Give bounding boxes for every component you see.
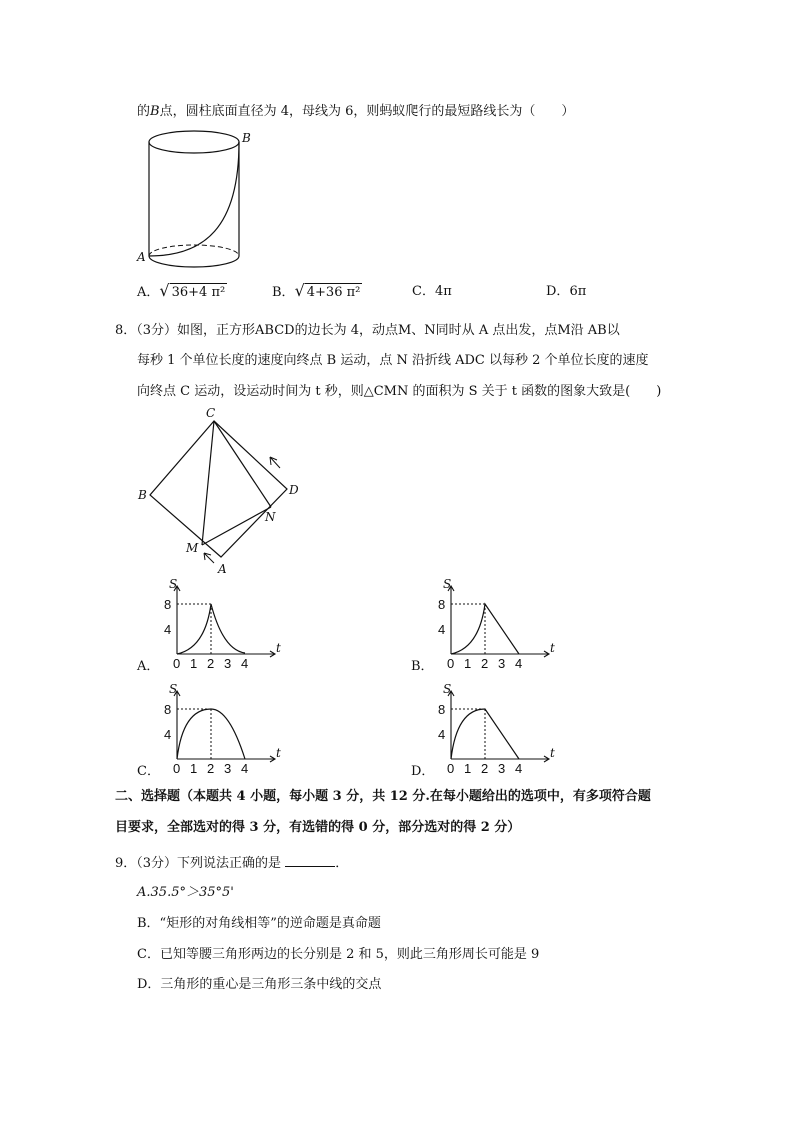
q7-option-d <box>546 283 586 301</box>
q8-graph-option-d-key: D． <box>411 764 435 779</box>
section-2-line-1: 二、选择题（本题共 4 小题，每小题 3 分，共 12 分.在每小题给出的选项中，有多项符合题 <box>115 789 651 804</box>
q7-option-c <box>412 283 452 301</box>
q7-option-a-radical: √ 36+4 π² <box>159 281 226 300</box>
x-tick-label: 0 <box>173 656 181 671</box>
y-tick-label: 8 <box>438 597 446 612</box>
x-tick-label: 1 <box>190 761 198 776</box>
q7-text-2: 点，圆柱底面直径为 4，母线为 6，则蚂蚁爬行的最短路线长为（ ） <box>159 104 575 119</box>
square-figure <box>134 405 309 580</box>
q8-graph-d-plot <box>411 682 555 777</box>
y-axis-label: S <box>443 682 452 696</box>
q7-option-a-tail: π² <box>211 285 226 300</box>
y-tick-label: 4 <box>438 622 446 637</box>
square-ABCD <box>150 421 287 557</box>
x-tick-label: 3 <box>498 761 506 776</box>
q7-option-a-key: A． <box>137 285 160 300</box>
arrow-A-to-B <box>204 553 214 563</box>
q7-text-1: 的 <box>137 104 151 119</box>
q7-option-b-tail: π² <box>346 285 361 300</box>
q9-option-b: B．“矩形的对角线相等”的逆命题是真命题 <box>137 916 381 931</box>
y-tick-label: 4 <box>164 727 172 742</box>
x-tick-label: 3 <box>498 656 506 671</box>
q9-stem-end: ． <box>335 856 349 871</box>
q9-stem-text: 9．（3分）下列说法正确的是 <box>115 856 282 871</box>
x-tick-label: 2 <box>481 656 489 671</box>
x-tick-label: 2 <box>207 761 215 776</box>
q8-graph-option-c-key: C． <box>137 764 160 779</box>
q8-graph-b-plot <box>411 577 555 672</box>
q7-option-b-radical: √ 4+36 π² <box>294 281 361 300</box>
segment-MN <box>202 507 271 545</box>
cylinder-label-A: A <box>137 250 146 264</box>
q8-line-1: 8．（3分）如图，正方形ABCD的边长为 4，动点M、N同时从 A 点出发，点M沿 AB以 <box>115 323 620 338</box>
x-axis-label: t <box>276 641 281 655</box>
q7-option-c-value: 4π <box>434 284 452 299</box>
q8-graph-c-plot <box>137 682 281 777</box>
q7-stem-line <box>137 103 574 121</box>
y-axis <box>174 586 180 654</box>
x-tick-label: 4 <box>515 656 523 671</box>
q8-line-2: 每秒 1 个单位长度的速度向终点 B 运动，点 N 沿折线 ADC 以每秒 2 个单位长度的速度 <box>137 353 649 368</box>
y-axis <box>448 586 454 654</box>
square-label-M: M <box>186 541 199 555</box>
q7-option-b-radicand: 4+36 <box>306 285 343 300</box>
y-tick-label: 8 <box>164 702 172 717</box>
cylinder-bottom-front <box>149 256 239 267</box>
x-tick-label: 0 <box>447 656 455 671</box>
x-tick-label: 1 <box>190 656 198 671</box>
cylinder-top-ellipse <box>149 131 239 153</box>
x-axis-label: t <box>276 746 281 760</box>
x-tick-label: 3 <box>224 761 232 776</box>
q8-graph-option-b-key: B． <box>411 659 434 674</box>
cylinder-label-B: B <box>242 131 251 145</box>
q7-option-c-key: C． <box>412 284 435 299</box>
q9-option-d: D．三角形的重心是三角形三条中线的交点 <box>137 977 382 992</box>
x-tick-label: 1 <box>464 761 472 776</box>
q8-line-3: 向终点 C 运动，设运动时间为 t 秒，则△CMN 的面积为 S 关于 t 函数的图象大致是( ) <box>137 384 662 399</box>
q9-answer-blank[interactable] <box>285 854 335 867</box>
segment-CM <box>202 421 214 545</box>
x-tick-label: 4 <box>241 761 249 776</box>
q7-option-b <box>272 282 362 302</box>
q7-option-d-key: D． <box>546 284 570 299</box>
q8-graph-option-a-key: A． <box>137 659 160 674</box>
x-tick-label: 2 <box>207 656 215 671</box>
square-label-A: A <box>218 562 227 576</box>
q7-option-d-value: 6π <box>569 284 587 299</box>
segment-CN <box>214 421 271 507</box>
ant-path-curve <box>149 142 239 256</box>
q8-graph-a-plot <box>137 577 281 672</box>
q7-text-B: B <box>150 104 160 119</box>
x-tick-label: 4 <box>515 761 523 776</box>
x-tick-label: 2 <box>481 761 489 776</box>
square-label-N: N <box>265 510 276 524</box>
x-tick-label: 1 <box>464 656 472 671</box>
x-tick-label: 0 <box>173 761 181 776</box>
x-tick-label: 4 <box>241 656 249 671</box>
x-axis-label: t <box>550 641 555 655</box>
q9-option-a: A.35.5°＞35°5' <box>137 885 234 900</box>
q9-option-c: C．已知等腰三角形两边的长分别是 2 和 5，则此三角形周长可能是 9 <box>137 947 540 962</box>
x-tick-label: 0 <box>447 761 455 776</box>
x-axis-label: t <box>550 746 555 760</box>
arrow-D-to-C <box>270 457 280 468</box>
square-label-D: D <box>289 483 299 497</box>
y-axis-label: S <box>169 577 178 591</box>
y-axis-label: S <box>169 682 178 696</box>
q7-option-a-radicand: 36+4 <box>171 285 208 300</box>
x-tick-label: 3 <box>224 656 232 671</box>
q9-stem <box>115 854 348 873</box>
section-2-line-2: 目要求，全部选对的得 3 分，有选错的得 0 分，部分选对的得 2 分） <box>115 820 521 835</box>
q7-option-a <box>137 282 227 302</box>
y-tick-label: 8 <box>438 702 446 717</box>
cylinder-figure <box>134 128 254 276</box>
y-axis-label: S <box>443 577 452 591</box>
y-tick-label: 4 <box>164 622 172 637</box>
y-tick-label: 8 <box>164 597 172 612</box>
y-tick-label: 4 <box>438 727 446 742</box>
q7-option-b-key: B． <box>272 285 295 300</box>
square-label-B: B <box>138 488 147 502</box>
square-label-C: C <box>206 406 216 420</box>
